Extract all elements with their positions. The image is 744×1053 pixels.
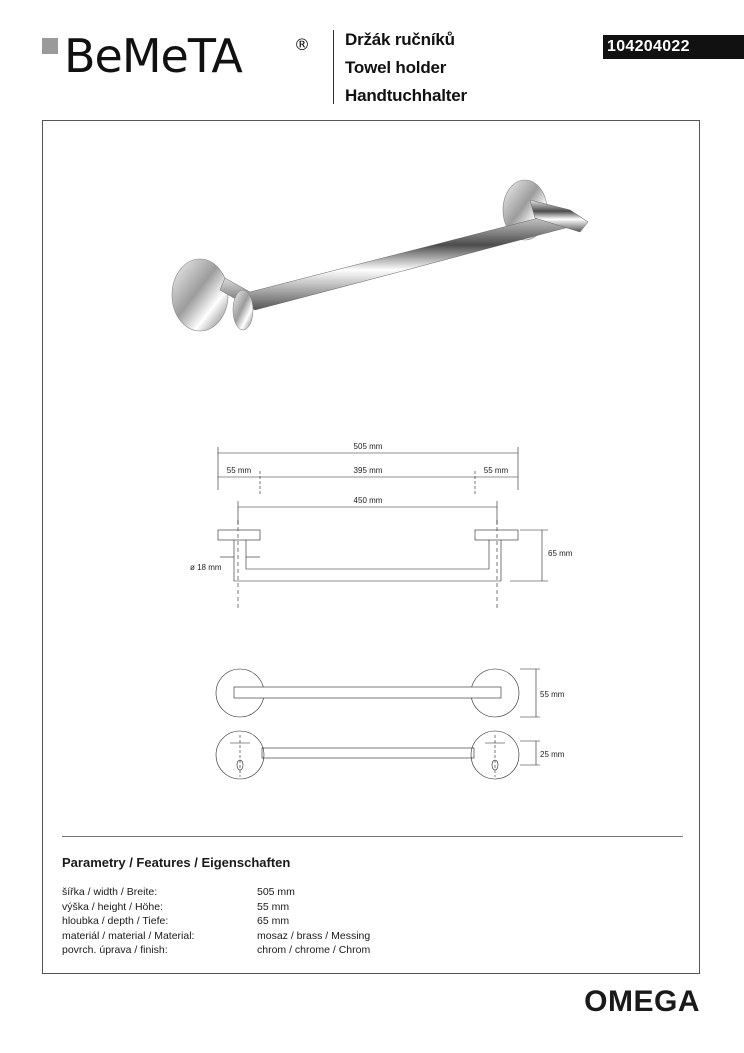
spec-divider [62,836,683,837]
product-photo [160,160,600,350]
header-divider [333,30,334,104]
title-cz: Držák ručníků [345,30,455,49]
spec-value: 505 mm [257,886,295,898]
spec-label: šířka / width / Breite: [62,886,158,898]
dim-base-height: 25 mm [540,750,565,759]
spec-row-height [62,901,392,915]
registered-mark: ® [294,35,310,54]
dim-right-offset: 55 mm [483,466,509,475]
series-name: OMEGA [584,985,700,1018]
dim-inner-span: 395 mm [353,466,383,475]
spec-row-material [62,930,392,944]
spec-label: materiál / material / Material: [62,930,195,942]
spec-label: hloubka / depth / Tiefe: [62,915,169,927]
dim-depth: 65 mm [548,549,573,558]
technical-drawings [170,435,590,815]
spec-label: povrch. úprava / finish: [62,944,168,956]
dim-overall-width: 505 mm [353,442,383,451]
bemeta-logo [42,28,314,80]
dim-rosette-diameter: 55 mm [540,690,565,699]
dim-center-span: 450 mm [353,496,383,505]
title-de: Handtuchhalter [345,86,467,105]
spec-heading: Parametry / Features / Eigenschaften [62,855,291,870]
spec-value: 55 mm [257,901,290,913]
title-en: Towel holder [345,58,447,77]
spec-row-depth [62,915,392,929]
spec-label: výška / height / Höhe: [62,901,163,913]
spec-value: mosaz / brass / Messing [257,930,371,942]
dim-rod-diameter: ø 18 mm [190,563,222,572]
spec-value: chrom / chrome / Chrom [257,944,371,956]
svg-text:BeMeTA: BeMeTA [64,29,242,80]
spec-value: 65 mm [257,915,290,927]
product-code-badge: 104204022 [603,35,744,59]
spec-row-width [62,886,392,900]
spec-row-finish [62,944,392,958]
dim-left-offset: 55 mm [226,466,252,475]
